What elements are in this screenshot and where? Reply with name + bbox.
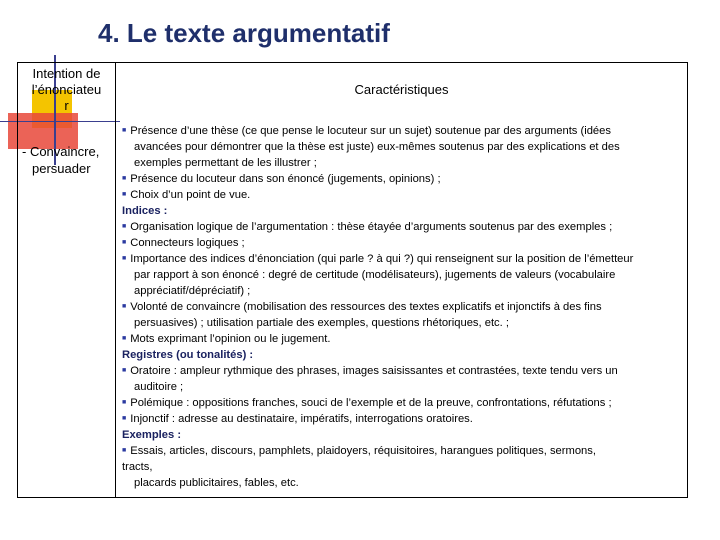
line-text: Organisation logique de l’argumentation : thèse étayée d’arguments soutenus par des exemples ; [130,221,613,233]
bullet-icon: ■ [122,303,127,310]
text-line [122,139,682,155]
bullet-icon: ■ [122,223,127,230]
text-line [122,235,682,251]
line-text: Polémique : oppositions franches, souci de l’exemple et de la preuve, confrontations, réfutations ; [130,397,612,409]
bullet-icon: ■ [122,447,127,454]
line-text: Essais, articles, discours, pamphlets, plaidoyers, réquisitoires, harangues politiques, sermons, [130,445,596,457]
text-line [122,171,682,187]
characteristics-header: Caractéristiques [354,82,449,97]
text-line [122,251,682,267]
intention-item-line: - Convaincre, [22,144,100,159]
section-heading [122,347,682,363]
line-text: auditoire ; [134,381,184,393]
line-text: tracts, [122,461,153,473]
bullet-icon: ■ [122,367,127,374]
text-line [122,299,682,315]
line-text: Oratoire : ampleur rythmique des phrases, images saisissantes et contrastées, texte tendu vers un [130,365,618,377]
intention-header-line: l’énonciateu [31,82,102,97]
intention-item-line: persuader [32,161,91,176]
line-text: par rapport à son énoncé : degré de certitude (modélisateurs), jugements de valeurs (vocabulaire [134,269,616,281]
line-text: Présence d’une thèse (ce que pense le locuteur sur un sujet) soutenue par des arguments (idées [130,125,611,137]
text-line [122,411,682,427]
line-text: Exemples : [122,429,182,441]
bullet-icon: ■ [122,335,127,342]
text-line [122,219,682,235]
line-text: Mots exprimant l’opinion ou le jugement. [130,333,331,345]
bullet-icon: ■ [122,239,127,246]
text-line [122,331,682,347]
section-heading [122,427,682,443]
text-line [122,315,682,331]
characteristics-text [122,123,682,491]
text-line [122,459,682,475]
characteristics-column [116,63,688,498]
text-line [122,395,682,411]
intention-header-line: r [64,98,69,113]
line-text: Injonctif : adresse au destinataire, impératifs, interrogations oratoires. [130,413,473,425]
line-text: Indices : [122,205,168,217]
intention-header-line: Intention de [32,66,101,81]
line-text: avancées pour démontrer que la thèse est juste) eux-mêmes soutenus par des explications et des [134,141,620,153]
text-line [122,155,682,171]
text-line [122,267,682,283]
line-text: placards publicitaires, fables, etc. [134,477,299,489]
line-text: exemples permettant de les illustrer ; [134,157,317,169]
line-text: Connecteurs logiques ; [130,237,245,249]
text-line [122,443,682,459]
slide-title: 4. Le texte argumentatif [98,18,390,48]
bullet-icon: ■ [122,191,127,198]
intention-header [18,66,115,114]
section-heading [122,203,682,219]
content-table [17,62,688,498]
bullet-icon: ■ [122,255,127,262]
bullet-icon: ■ [122,415,127,422]
text-line [122,363,682,379]
intention-item [22,143,114,177]
line-text: appréciatif/dépréciatif) ; [134,285,251,297]
text-line [122,475,682,491]
line-text: Choix d’un point de vue. [130,189,251,201]
line-text: Registres (ou tonalités) : [122,349,254,361]
line-text: Importance des indices d’énonciation (qui parle ? à qui ?) qui renseignent sur la position de l’émetteur [130,253,634,265]
bullet-icon: ■ [122,399,127,406]
text-line [122,379,682,395]
bullet-icon: ■ [122,127,127,134]
text-line [122,283,682,299]
line-text: Volonté de convaincre (mobilisation des ressources des textes explicatifs et injonctifs à des fins [130,301,602,313]
intention-column [18,63,116,498]
line-text: Présence du locuteur dans son énoncé (jugements, opinions) ; [130,173,441,185]
text-line [122,187,682,203]
text-line [122,123,682,139]
bullet-icon: ■ [122,175,127,182]
line-text: persuasives) ; utilisation partiale des exemples, questions rhétoriques, etc. ; [134,317,509,329]
